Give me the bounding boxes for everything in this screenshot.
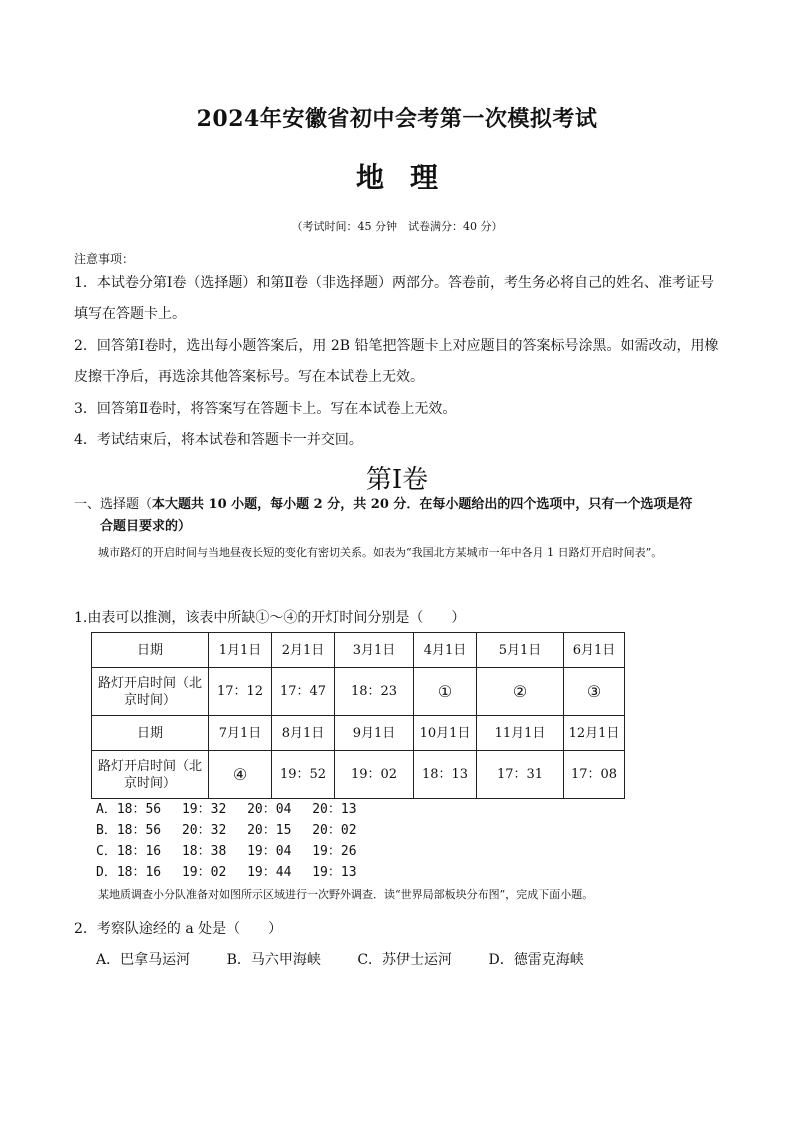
table-row [92, 633, 625, 668]
table-cell: 17：08 [564, 751, 625, 799]
table-cell: 18：13 [414, 751, 477, 799]
q1-option-d[interactable]: D．18：16 19：02 19：44 19：13 [96, 865, 357, 880]
table-cell: 2月1日 [272, 633, 335, 668]
exam-title: 2024年安徽省初中会考第一次模拟考试 [196, 106, 598, 132]
notice-item-2: 2．回答第Ⅰ卷时，选出每小题答案后，用 2B 铅笔把答题卡上对应题目的答案标号涂黑。如需改动，用橡皮擦干净后，再选涂其他答案标号。写在本试卷上无效。 [74, 338, 719, 385]
table-cell: 3月1日 [335, 633, 414, 668]
table-row [92, 668, 625, 716]
table-cell: 7月1日 [209, 716, 272, 751]
table-cell: 4月1日 [414, 633, 477, 668]
table-cell: 10月1日 [414, 716, 477, 751]
part-prefix: 一、选择题（ [74, 497, 153, 512]
part-desc: 本大题共 10 小题，每小题 2 分，共 20 分．在每小题给出的四个选项中，只有一个选项是符 [152, 497, 693, 512]
table-cell: 17：31 [477, 751, 564, 799]
q1-option-a[interactable]: A．18：56 19：32 20：04 20：13 [96, 802, 357, 817]
table-cell: 12月1日 [564, 716, 625, 751]
table-cell: ① [414, 668, 477, 716]
table-cell: 5月1日 [477, 633, 564, 668]
streetlight-table [91, 632, 625, 799]
table-cell: 9月1日 [335, 716, 414, 751]
q2-option-b[interactable]: B．马六甲海峡 [226, 952, 321, 968]
part-title [74, 494, 724, 538]
table-cell: 17：12 [209, 668, 272, 716]
q1-stem: 1.由表可以推测，该表中所缺①～④的开灯时间分别是（ ） [74, 610, 466, 626]
notice-item-1: 1．本试卷分第Ⅰ卷（选择题）和第Ⅱ卷（非选择题）两部分。答卷前，考生务必将自己的姓名、准考证号填写在答题卡上。 [74, 275, 714, 322]
part-desc-2: 合题目要求的） [100, 519, 192, 534]
table-cell: 1月1日 [209, 633, 272, 668]
exam-info: （考试时间：45 分钟 试卷满分：40 分） [291, 220, 503, 233]
table-cell: 19：52 [272, 751, 335, 799]
notice-title: 注意事项： [74, 252, 135, 266]
q2-options [96, 949, 616, 969]
q2-option-a[interactable]: A．巴拿马运河 [96, 952, 191, 968]
q1-option-c[interactable]: C．18：16 18：38 19：04 19：26 [96, 844, 357, 859]
table-cell: 8月1日 [272, 716, 335, 751]
table-cell: 11月1日 [477, 716, 564, 751]
subject-title: 地理 [355, 161, 464, 194]
table-cell: 17：47 [272, 668, 335, 716]
q2-stem: 2．考察队途经的 a 处是（ ） [74, 921, 283, 937]
table-cell: 6月1日 [564, 633, 625, 668]
q1-option-b[interactable]: B．18：56 20：32 20：15 20：02 [96, 823, 357, 838]
table-cell: 日期 [92, 716, 209, 751]
section-title: 第Ⅰ卷 [365, 465, 429, 495]
table-cell: ② [477, 668, 564, 716]
table-cell: ④ [209, 751, 272, 799]
table-cell: 路灯开启时间（北京时间） [92, 751, 209, 799]
q2-option-c[interactable]: C．苏伊士运河 [357, 952, 453, 968]
table-cell: 日期 [92, 633, 209, 668]
table-row [92, 716, 625, 751]
q2-option-d[interactable]: D．德雷克海峡 [488, 952, 584, 968]
table-cell: 19：02 [335, 751, 414, 799]
intro-paragraph-1: 城市路灯的开启时间与当地昼夜长短的变化有密切关系。如表为“我国北方某城市一年中各月 1 日路灯开启时间表”。 [98, 546, 663, 559]
notice-item-4: 4．考试结束后，将本试卷和答题卡一并交回。 [74, 432, 363, 448]
table-row [92, 751, 625, 799]
table-cell: 路灯开启时间（北京时间） [92, 668, 209, 716]
table-cell: 18：23 [335, 668, 414, 716]
table-cell: ③ [564, 668, 625, 716]
notice-item-3: 3．回答第Ⅱ卷时，将答案写在答题卡上。写在本试卷上无效。 [74, 401, 457, 417]
intro-paragraph-2: 某地质调查小分队准备对如图所示区域进行一次野外调查．读“世界局部板块分布图”，完成下面小题。 [98, 888, 594, 901]
